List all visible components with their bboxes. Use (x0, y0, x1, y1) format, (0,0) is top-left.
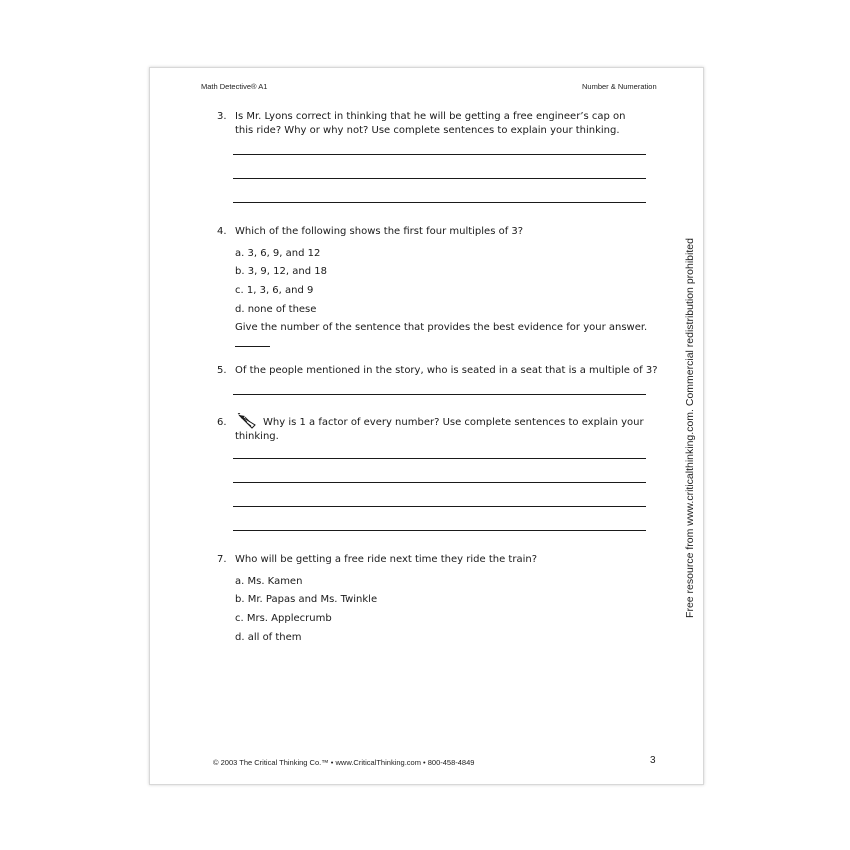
question-text: Who will be getting a free ride next time they ride the train? (235, 554, 538, 565)
question-text: Which of the following shows the first four multiples of 3? (235, 226, 524, 237)
evidence-prompt: Give the number of the sentence that provides the best evidence for your answer. (235, 322, 648, 333)
option-c: c. 1, 3, 6, and 9 (235, 285, 314, 296)
option-a: a. 3, 6, 9, and 12 (235, 248, 321, 259)
question-number: 7. (217, 554, 227, 565)
answer-line (233, 482, 646, 483)
header-left: Math Detective® A1 (201, 82, 268, 91)
question-text-line-1: Is Mr. Lyons correct in thinking that he will be getting a free engineer’s cap on (235, 111, 626, 122)
question-number: 6. (217, 417, 227, 428)
header-right: Number & Numeration (582, 82, 657, 91)
answer-line (233, 178, 646, 179)
answer-line (233, 530, 646, 531)
answer-line (233, 154, 646, 155)
footer-copyright: © 2003 The Critical Thinking Co.™ • www.CriticalThinking.com • 800-458-4849 (213, 758, 475, 767)
page-number: 3 (650, 755, 656, 766)
answer-line (233, 202, 646, 203)
side-note-text: Free resource from www.criticalthinking.com. Commercial redistribution prohibited (684, 238, 696, 618)
option-a: a. Ms. Kamen (235, 576, 303, 587)
option-d: d. none of these (235, 304, 317, 315)
question-text-line-2: this ride? Why or why not? Use complete sentences to explain your thinking. (235, 125, 620, 136)
question-number: 3. (217, 111, 227, 122)
question-text-line-2: thinking. (235, 431, 279, 442)
question-number: 4. (217, 226, 227, 237)
pencil-icon (237, 413, 259, 429)
question-text: Of the people mentioned in the story, who is seated in a seat that is a multiple of 3? (235, 365, 658, 376)
question-number: 5. (217, 365, 227, 376)
option-d: d. all of them (235, 632, 302, 643)
question-text-line-1: Why is 1 a factor of every number? Use complete sentences to explain your (263, 417, 644, 428)
answer-line (233, 506, 646, 507)
answer-line (233, 394, 646, 395)
option-c: c. Mrs. Applecrumb (235, 613, 332, 624)
answer-line (233, 458, 646, 459)
short-answer-line (235, 346, 270, 347)
side-note (680, 238, 700, 618)
worksheet-page (149, 67, 704, 785)
option-b: b. Mr. Papas and Ms. Twinkle (235, 594, 378, 605)
option-b: b. 3, 9, 12, and 18 (235, 266, 327, 277)
